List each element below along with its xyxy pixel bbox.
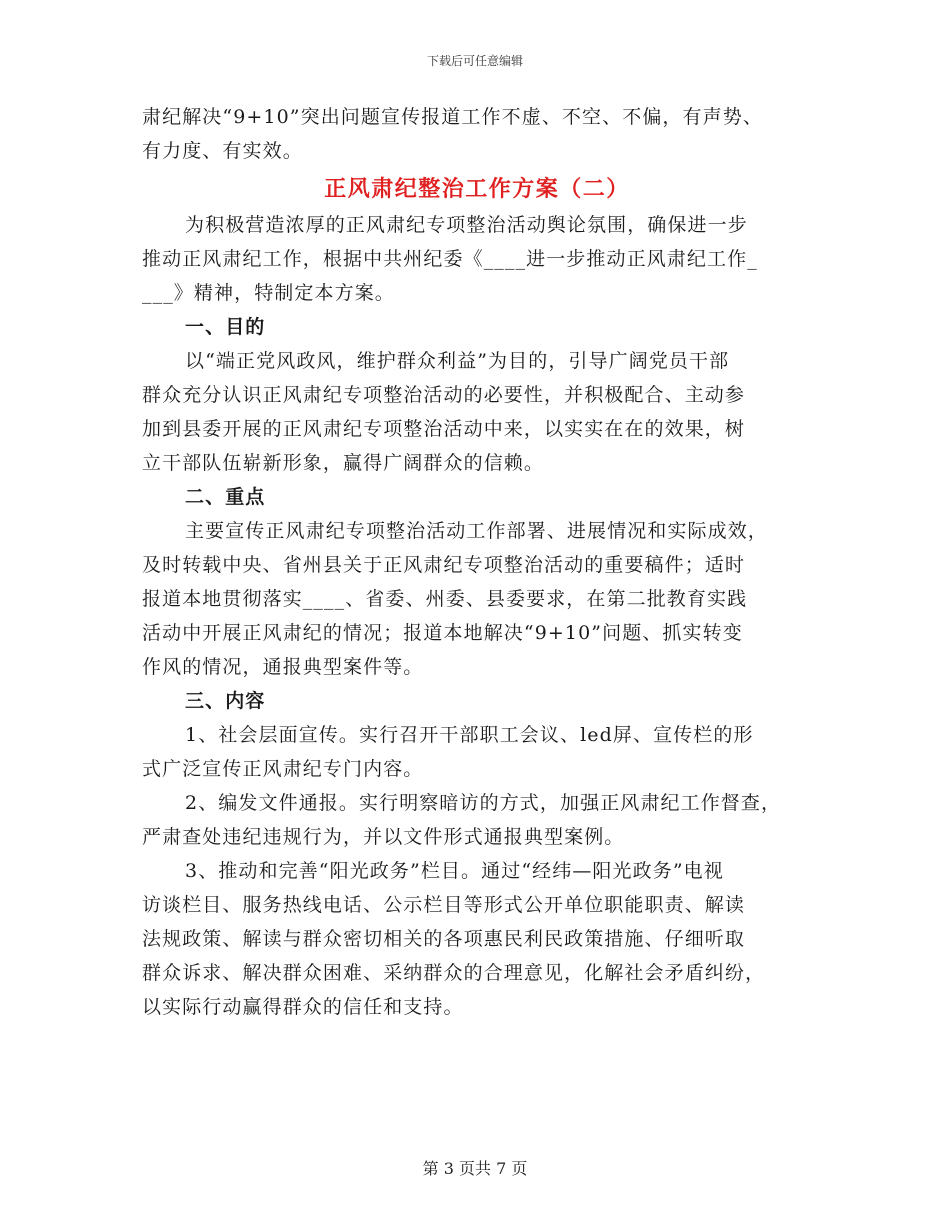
preface-line-3: ___》精神，特制定本方案。 <box>142 282 395 304</box>
purpose-line-3: 加到县委开展的正风肃纪专项整治活动中来，以实实在在的效果，树 <box>142 418 746 440</box>
purpose-line-4: 立干部队伍崭新形象，赢得广阔群众的信赖。 <box>142 452 545 474</box>
content-item3-line-4: 群众诉求、解决群众困难、采纳群众的合理意见，化解社会矛盾纠纷， <box>142 962 766 984</box>
preface-line-2: 推动正风肃纪工作，根据中共州纪委《____进一步推动正风肃纪工作_ <box>142 248 758 270</box>
purpose-line-2: 群众充分认识正风肃纪专项整治活动的必要性，并积极配合、主动参 <box>142 384 746 406</box>
content-item2-line-2: 严肃查处违纪违规行为，并以文件形式通报典型案例。 <box>142 826 625 848</box>
document-title: 正风肃纪整治工作方案（二） <box>324 176 630 202</box>
section-heading-content: 三、内容 <box>185 690 266 712</box>
preface-line-1: 为积极营造浓厚的正风肃纪专项整治活动舆论氛围，确保进一步 <box>185 214 748 236</box>
content-item3-line-5: 以实际行动赢得群众的信任和支持。 <box>142 996 464 1018</box>
document-body <box>142 100 812 1024</box>
content-item1-line-2: 式广泛宣传正风肃纪专门内容。 <box>142 758 424 780</box>
content-item2-line-1: 2、编发文件通报。实行明察暗访的方式，加强正风肃纪工作督查， <box>185 792 782 814</box>
focus-line-4: 活动中开展正风肃纪的情况；报道本地解决“9+10”问题、抓实转变 <box>142 622 743 644</box>
focus-line-1: 主要宣传正风肃纪专项整治活动工作部署、进展情况和实际成效， <box>185 520 768 542</box>
page-number-footer: 第 3 页共 7 页 <box>422 1159 528 1178</box>
section-heading-focus: 二、重点 <box>185 486 266 508</box>
intro-line-1: 肃纪解决“9+10”突出问题宣传报道工作不虚、不空、不偏，有声势、 <box>142 106 763 128</box>
focus-line-5: 作风的情况，通报典型案件等。 <box>142 656 424 678</box>
content-item3-line-2: 访谈栏目、服务热线电话、公示栏目等形式公开单位职能职责、解读 <box>142 894 746 916</box>
purpose-line-1: 以“端正党风政风，维护群众利益”为目的，引导广阔党员干部 <box>185 350 730 372</box>
content-item1-line-1: 1、社会层面宣传。实行召开干部职工会议、led屏、宣传栏的形 <box>185 724 754 746</box>
focus-line-2: 及时转载中央、省州县关于正风肃纪专项整治活动的重要稿件；适时 <box>142 554 746 576</box>
section-heading-purpose: 一、目的 <box>185 316 266 338</box>
page-header-note: 下载后可任意编辑 <box>426 54 523 68</box>
intro-line-2: 有力度、有实效。 <box>142 140 303 162</box>
content-item3-line-3: 法规政策、解读与群众密切相关的各项惠民利民政策措施、仔细听取 <box>142 928 746 950</box>
content-item3-line-1: 3、推动和完善“阳光政务”栏目。通过“经纬—阳光政务”电视 <box>185 860 724 882</box>
focus-line-3: 报道本地贯彻落实____、省委、州委、县委要求，在第二批教育实践 <box>142 588 748 610</box>
